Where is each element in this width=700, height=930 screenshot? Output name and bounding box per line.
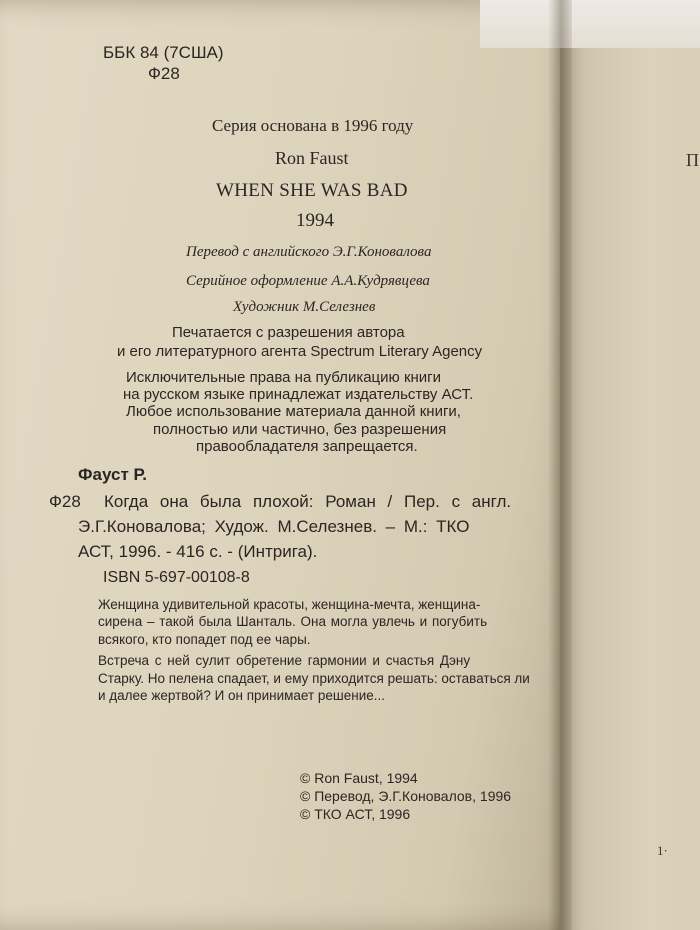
right-page-body bbox=[560, 48, 700, 930]
annotation-line-2: сирена – такой была Шанталь. Она могла увлечь и погубить bbox=[98, 614, 488, 629]
class-code: Ф28 bbox=[148, 64, 180, 83]
right-page-mark: 1· bbox=[657, 843, 668, 858]
background-top bbox=[480, 0, 700, 48]
author-name: Ron Faust bbox=[275, 148, 349, 168]
catalog-author: Фауст Р. bbox=[78, 465, 148, 484]
rights-line-4: полностью или частично, без разрешения bbox=[153, 421, 447, 438]
design-credit: Серийное оформление А.А.Кудрявцева bbox=[186, 273, 430, 289]
permission-line-2: и его литературного агента Spectrum Literary Agency bbox=[117, 343, 483, 360]
copyright-line-3: © ТКО АСТ, 1996 bbox=[300, 806, 411, 822]
rights-line-1: Исключительные права на публикацию книги bbox=[126, 369, 442, 386]
catalog-entry-line-1: Когда она была плохой: Роман / Пер. с англ. bbox=[104, 492, 512, 511]
isbn: ISBN 5-697-00108-8 bbox=[103, 569, 250, 586]
series-note: Серия основана в 1996 году bbox=[212, 116, 414, 135]
copyright-line-1: © Ron Faust, 1994 bbox=[300, 770, 418, 786]
right-page-glyph: П bbox=[686, 150, 699, 170]
original-title: WHEN SHE WAS BAD bbox=[216, 180, 408, 201]
bbk-code: ББК 84 (7США) bbox=[103, 43, 224, 62]
original-year: 1994 bbox=[296, 210, 334, 231]
annotation-line-1: Женщина удивительной красоты, женщина-мечта, женщина- bbox=[98, 597, 481, 612]
annotation-line-3: всякого, кто попадет под ее чары. bbox=[98, 632, 311, 647]
translation-credit: Перевод с английского Э.Г.Коновалова bbox=[186, 244, 432, 260]
rights-line-3: Любое использование материала данной книги, bbox=[126, 403, 461, 420]
annotation-line-5: Старку. Но пелена спадает, и ему приходится решать: оставаться ли bbox=[98, 671, 530, 686]
catalog-entry-line-2: Э.Г.Коновалова; Худож. М.Селезнев. – М.: ТКО bbox=[78, 517, 470, 536]
annotation-line-6: и далее жертвой? И он принимает решение... bbox=[98, 688, 386, 703]
catalog-entry-line-3: АСТ, 1996. - 416 с. - (Интрига). bbox=[78, 542, 318, 561]
copyright-line-2: © Перевод, Э.Г.Коновалов, 1996 bbox=[300, 788, 512, 804]
rights-line-5: правообладателя запрещается. bbox=[196, 438, 418, 455]
artist-credit: Художник М.Селезнев bbox=[233, 299, 376, 315]
permission-line-1: Печатается с разрешения автора bbox=[172, 324, 405, 341]
page-gutter-shadow bbox=[548, 0, 572, 930]
annotation-line-4: Встреча с ней сулит обретение гармонии и счастья Дэну bbox=[98, 653, 471, 668]
rights-line-2: на русском языке принадлежат издательству АСТ. bbox=[123, 386, 474, 403]
catalog-code: Ф28 bbox=[49, 492, 81, 511]
